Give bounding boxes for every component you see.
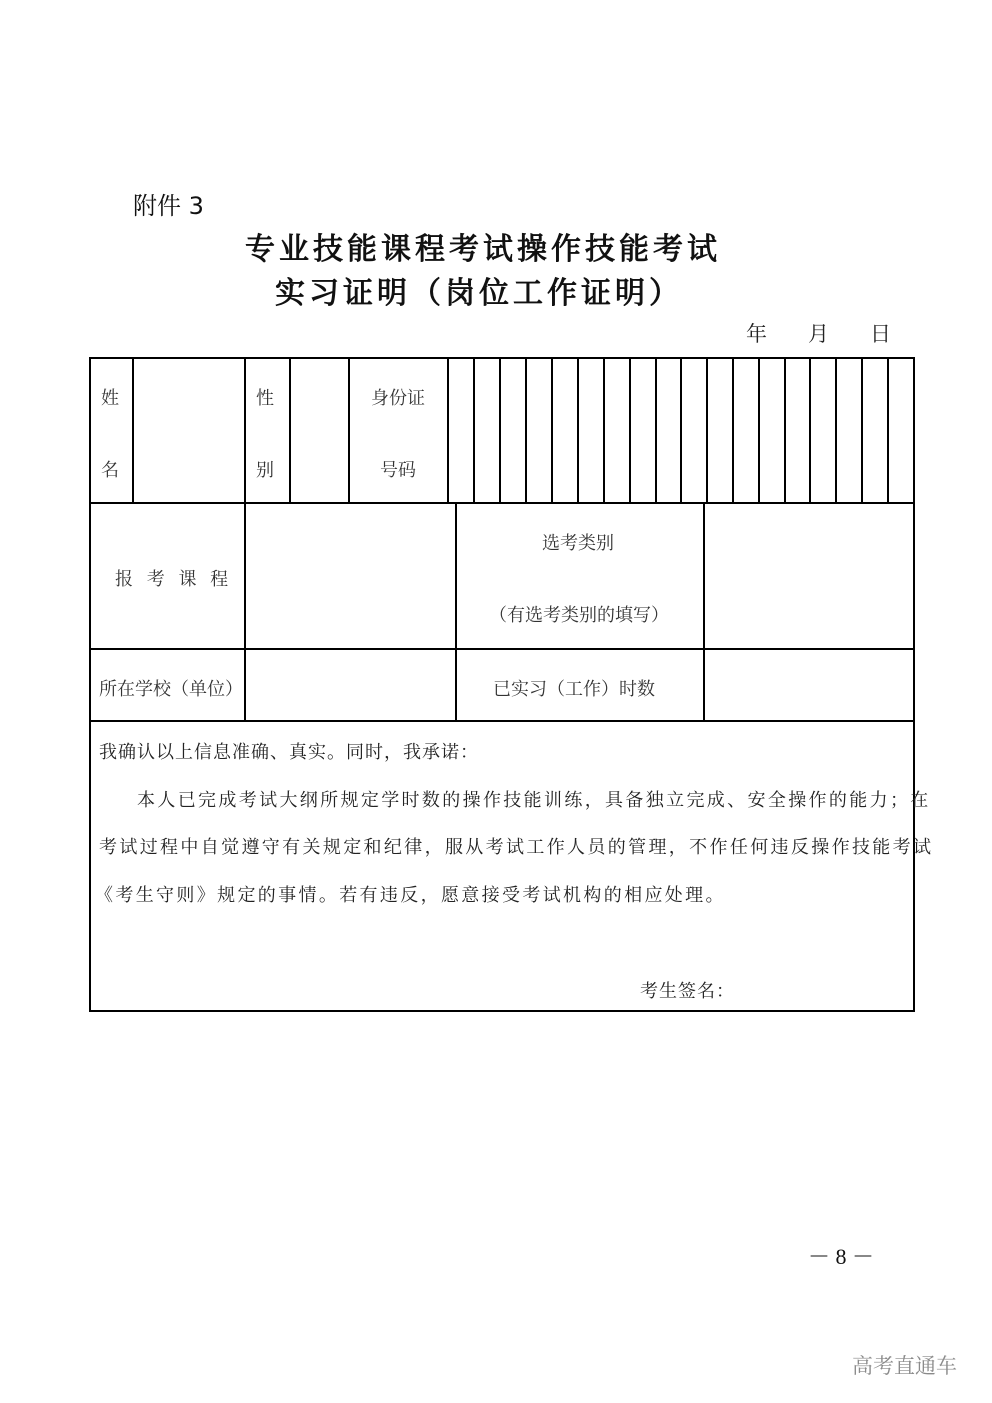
id-label-bottom: 号码: [380, 460, 416, 481]
watermark: 高考直通车: [852, 1354, 957, 1378]
page-title-line1: 专业技能课程考试操作技能考试: [245, 232, 721, 267]
course-label: 报 考 课 程: [115, 569, 233, 590]
col-divider: [244, 357, 246, 503]
date-month-label: 月: [808, 322, 829, 346]
page-number: － 8 －: [808, 1244, 875, 1269]
name-field[interactable]: [134, 359, 244, 502]
school-field[interactable]: [246, 650, 455, 720]
declaration-line1: 我确认以上信息准确、真实。同时，我承诺：: [99, 742, 479, 763]
attachment-label: 附件 3: [133, 192, 204, 220]
date-day-label: 日: [870, 322, 891, 346]
declaration-line3: 考试过程中自觉遵守有关规定和纪律，服从考试工作人员的管理，不作任何违反操作技能考试: [99, 837, 934, 858]
signature-field[interactable]: [730, 970, 910, 1006]
category-label: 选考类别: [542, 533, 614, 554]
page-title-line2: 实习证明（岗位工作证明）: [275, 276, 683, 311]
category-field[interactable]: [705, 504, 913, 648]
hours-label: 已实习（工作）时数: [493, 679, 655, 700]
table-border-bottom: [89, 1010, 915, 1012]
gender-field[interactable]: [291, 359, 348, 502]
name-label-top: 姓: [101, 388, 119, 409]
course-field[interactable]: [246, 504, 455, 648]
hours-field[interactable]: [705, 650, 913, 720]
gender-label-bottom: 别: [256, 460, 274, 481]
id-label-top: 身份证: [371, 388, 425, 409]
gender-label-top: 性: [256, 388, 274, 409]
id-number-field[interactable]: [449, 359, 913, 502]
school-label: 所在学校（单位）: [99, 679, 243, 700]
declaration-line4: 《考生守则》规定的事情。若有违反，愿意接受考试机构的相应处理。: [95, 885, 726, 906]
declaration-line2: 本人已完成考试大纲所规定学时数的操作技能训练，具备独立完成、安全操作的能力；在: [137, 790, 931, 811]
category-note: （有选考类别的填写）: [489, 605, 669, 626]
table-row-divider: [89, 720, 915, 722]
name-label-bottom: 名: [101, 460, 119, 481]
col-divider: [455, 502, 457, 722]
signature-label: 考生签名：: [640, 981, 735, 1002]
table-border-left: [89, 357, 91, 1012]
date-year-label: 年: [746, 322, 767, 346]
table-border-right: [913, 357, 915, 1012]
col-divider: [348, 357, 350, 503]
